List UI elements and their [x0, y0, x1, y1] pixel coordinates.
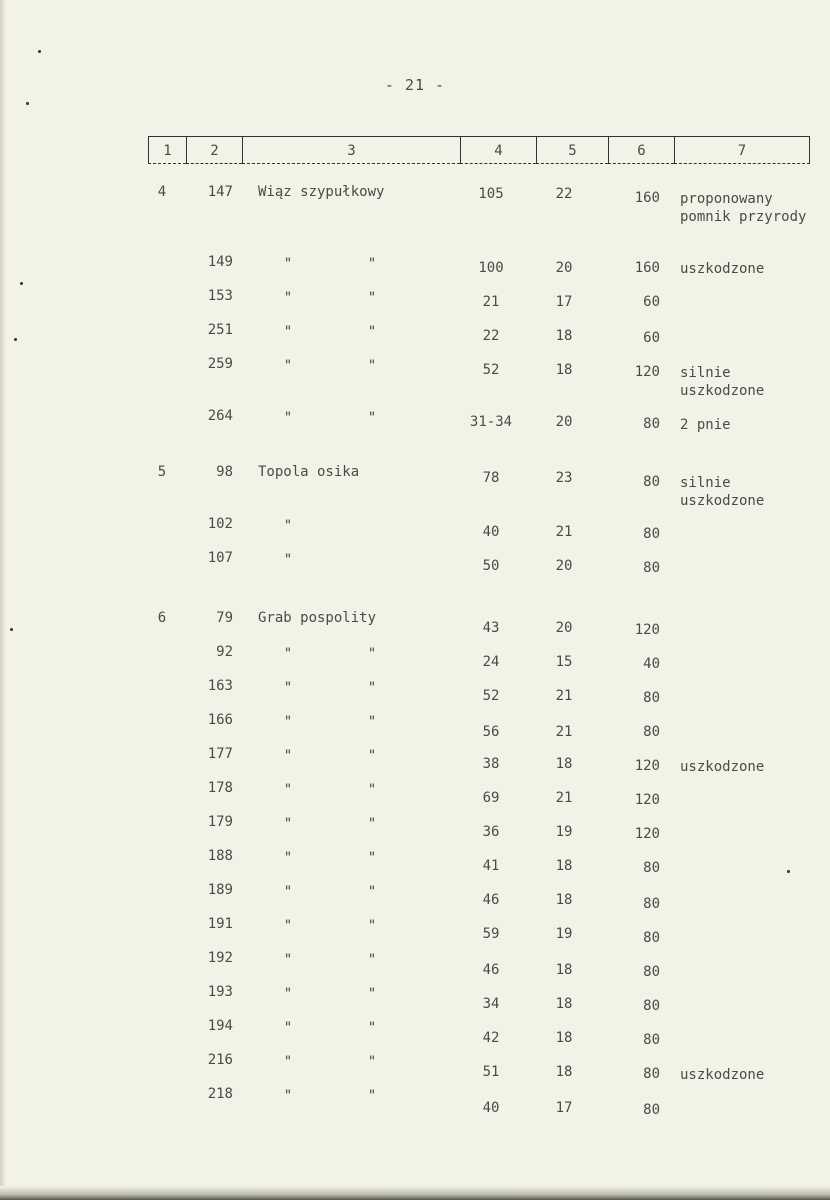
- col5-value: 21: [555, 524, 573, 540]
- header-cell-4: 4: [460, 136, 536, 164]
- tree-number: 216: [207, 1052, 233, 1068]
- col5-value: 18: [555, 1030, 573, 1046]
- tree-number: 188: [207, 848, 233, 864]
- species-name: Wiąz szypułkowy: [258, 184, 385, 200]
- col4-value: 34: [482, 996, 500, 1012]
- tree-number: 102: [207, 516, 233, 532]
- col4-value: 59: [482, 926, 500, 942]
- col6-value: 80: [643, 896, 660, 912]
- col5-value: 23: [555, 470, 573, 486]
- col6-value: 80: [643, 1102, 660, 1118]
- header-cell-6: 6: [608, 136, 674, 164]
- tree-number: 191: [207, 916, 233, 932]
- col5-value: 22: [555, 186, 573, 202]
- ditto-mark: ": [283, 918, 293, 934]
- ditto-mark: ": [283, 748, 293, 764]
- tree-number: 193: [207, 984, 233, 1000]
- tree-number: 192: [207, 950, 233, 966]
- ditto-mark: ": [367, 358, 377, 374]
- col4-value: 51: [482, 1064, 500, 1080]
- col6-value: 80: [643, 860, 660, 876]
- ditto-mark: ": [367, 850, 377, 866]
- col6-value: 80: [643, 474, 660, 490]
- ditto-mark: ": [367, 1054, 377, 1070]
- paper-speck: [10, 628, 13, 631]
- col5-value: 18: [555, 328, 573, 344]
- col5-value: 18: [555, 892, 573, 908]
- ditto-mark: ": [367, 324, 377, 340]
- group-number: 4: [157, 184, 167, 200]
- col5-value: 17: [555, 1100, 573, 1116]
- paper-speck: [20, 282, 23, 285]
- tree-number: 98: [216, 464, 233, 480]
- page-number: - 21 -: [384, 76, 446, 94]
- col4-value: 42: [482, 1030, 500, 1046]
- col6-value: 120: [634, 622, 660, 638]
- remarks: proponowany pomnik przyrody: [680, 191, 807, 225]
- header-cell-1: 1: [148, 136, 186, 164]
- paper-speck: [14, 338, 17, 341]
- page-edge-shadow: [0, 0, 6, 1200]
- col5-value: 20: [555, 414, 573, 430]
- ditto-mark: ": [283, 552, 293, 568]
- ditto-mark: ": [367, 816, 377, 832]
- ditto-mark: ": [367, 748, 377, 764]
- species-name: Grab pospolity: [258, 610, 377, 626]
- tree-number: 177: [207, 746, 233, 762]
- ditto-mark: ": [283, 1088, 293, 1104]
- col6-value: 80: [643, 416, 660, 432]
- ditto-mark: ": [283, 1020, 293, 1036]
- col4-value: 43: [482, 620, 500, 636]
- col4-value: 38: [482, 756, 500, 772]
- group-number: 6: [157, 610, 167, 626]
- col5-value: 21: [555, 724, 573, 740]
- tree-number: 259: [207, 356, 233, 372]
- col5-value: 21: [555, 790, 573, 806]
- col6-value: 40: [643, 656, 660, 672]
- col6-value: 80: [643, 930, 660, 946]
- table-header: [148, 136, 810, 168]
- remarks: uszkodzone: [680, 261, 765, 277]
- ditto-mark: ": [283, 952, 293, 968]
- col6-value: 120: [634, 758, 660, 774]
- tree-number: 194: [207, 1018, 233, 1034]
- ditto-mark: ": [367, 952, 377, 968]
- col6-value: 120: [634, 364, 660, 380]
- col4-value: 21: [482, 294, 500, 310]
- tree-number: 166: [207, 712, 233, 728]
- ditto-mark: ": [283, 986, 293, 1002]
- ditto-mark: ": [283, 410, 293, 426]
- col4-value: 105: [478, 186, 504, 202]
- col6-value: 80: [643, 998, 660, 1014]
- ditto-mark: ": [283, 884, 293, 900]
- ditto-mark: ": [283, 816, 293, 832]
- col6-value: 60: [643, 294, 660, 310]
- col6-value: 80: [643, 1066, 660, 1082]
- remarks: uszkodzone: [680, 1067, 765, 1083]
- col6-value: 120: [634, 792, 660, 808]
- tree-number: 147: [207, 184, 233, 200]
- tree-number: 264: [207, 408, 233, 424]
- header-cell-5: 5: [536, 136, 608, 164]
- tree-number: 179: [207, 814, 233, 830]
- species-name: Topola osika: [258, 464, 360, 480]
- col5-value: 19: [555, 824, 573, 840]
- col4-value: 52: [482, 362, 500, 378]
- col4-value: 56: [482, 724, 500, 740]
- tree-number: 92: [216, 644, 233, 660]
- paper-speck: [787, 870, 790, 873]
- col5-value: 18: [555, 996, 573, 1012]
- col4-value: 52: [482, 688, 500, 704]
- col6-value: 80: [643, 560, 660, 576]
- ditto-mark: ": [367, 256, 377, 272]
- tree-number: 218: [207, 1086, 233, 1102]
- ditto-mark: ": [367, 918, 377, 934]
- col6-value: 80: [643, 526, 660, 542]
- ditto-mark: ": [367, 782, 377, 798]
- tree-number: 178: [207, 780, 233, 796]
- col5-value: 18: [555, 962, 573, 978]
- col4-value: 69: [482, 790, 500, 806]
- ditto-mark: ": [283, 358, 293, 374]
- col4-value: 41: [482, 858, 500, 874]
- ditto-mark: ": [367, 410, 377, 426]
- tree-number: 79: [216, 610, 233, 626]
- col5-value: 20: [555, 620, 573, 636]
- col4-value: 40: [482, 524, 500, 540]
- col6-value: 80: [643, 1032, 660, 1048]
- remarks: silnie uszkodzone: [680, 475, 765, 509]
- col5-value: 17: [555, 294, 573, 310]
- tree-number: 107: [207, 550, 233, 566]
- col4-value: 46: [482, 962, 500, 978]
- tree-number: 251: [207, 322, 233, 338]
- page-bottom-edge: [0, 1186, 830, 1200]
- ditto-mark: ": [283, 680, 293, 696]
- ditto-mark: ": [283, 290, 293, 306]
- ditto-mark: ": [367, 986, 377, 1002]
- col5-value: 21: [555, 688, 573, 704]
- col5-value: 20: [555, 260, 573, 276]
- col4-value: 100: [478, 260, 504, 276]
- ditto-mark: ": [283, 850, 293, 866]
- col5-value: 18: [555, 362, 573, 378]
- ditto-mark: ": [367, 646, 377, 662]
- col4-value: 31-34: [469, 414, 513, 430]
- ditto-mark: ": [283, 256, 293, 272]
- ditto-mark: ": [367, 1020, 377, 1036]
- col6-value: 60: [643, 330, 660, 346]
- remarks: uszkodzone: [680, 759, 765, 775]
- tree-number: 153: [207, 288, 233, 304]
- col5-value: 18: [555, 858, 573, 874]
- ditto-mark: ": [283, 518, 293, 534]
- remarks: silnie uszkodzone: [680, 365, 765, 399]
- tree-number: 149: [207, 254, 233, 270]
- col4-value: 40: [482, 1100, 500, 1116]
- group-number: 5: [157, 464, 167, 480]
- header-cell-3: 3: [242, 136, 460, 164]
- ditto-mark: ": [367, 884, 377, 900]
- remarks: 2 pnie: [680, 417, 731, 433]
- ditto-mark: ": [367, 714, 377, 730]
- tree-number: 163: [207, 678, 233, 694]
- col4-value: 22: [482, 328, 500, 344]
- paper-speck: [38, 50, 41, 53]
- col6-value: 160: [634, 190, 660, 206]
- col4-value: 78: [482, 470, 500, 486]
- col5-value: 18: [555, 756, 573, 772]
- col6-value: 80: [643, 724, 660, 740]
- col6-value: 80: [643, 964, 660, 980]
- col4-value: 24: [482, 654, 500, 670]
- ditto-mark: ": [283, 324, 293, 340]
- ditto-mark: ": [283, 646, 293, 662]
- col4-value: 46: [482, 892, 500, 908]
- col4-value: 50: [482, 558, 500, 574]
- col4-value: 36: [482, 824, 500, 840]
- col6-value: 160: [634, 260, 660, 276]
- col6-value: 120: [634, 826, 660, 842]
- ditto-mark: ": [367, 1088, 377, 1104]
- col5-value: 18: [555, 1064, 573, 1080]
- paper-speck: [26, 102, 29, 105]
- col5-value: 19: [555, 926, 573, 942]
- tree-number: 189: [207, 882, 233, 898]
- ditto-mark: ": [283, 714, 293, 730]
- ditto-mark: ": [283, 782, 293, 798]
- header-cell-2: 2: [186, 136, 242, 164]
- ditto-mark: ": [367, 290, 377, 306]
- ditto-mark: ": [367, 680, 377, 696]
- col6-value: 80: [643, 690, 660, 706]
- col5-value: 15: [555, 654, 573, 670]
- ditto-mark: ": [283, 1054, 293, 1070]
- col5-value: 20: [555, 558, 573, 574]
- header-cell-7: 7: [674, 136, 810, 164]
